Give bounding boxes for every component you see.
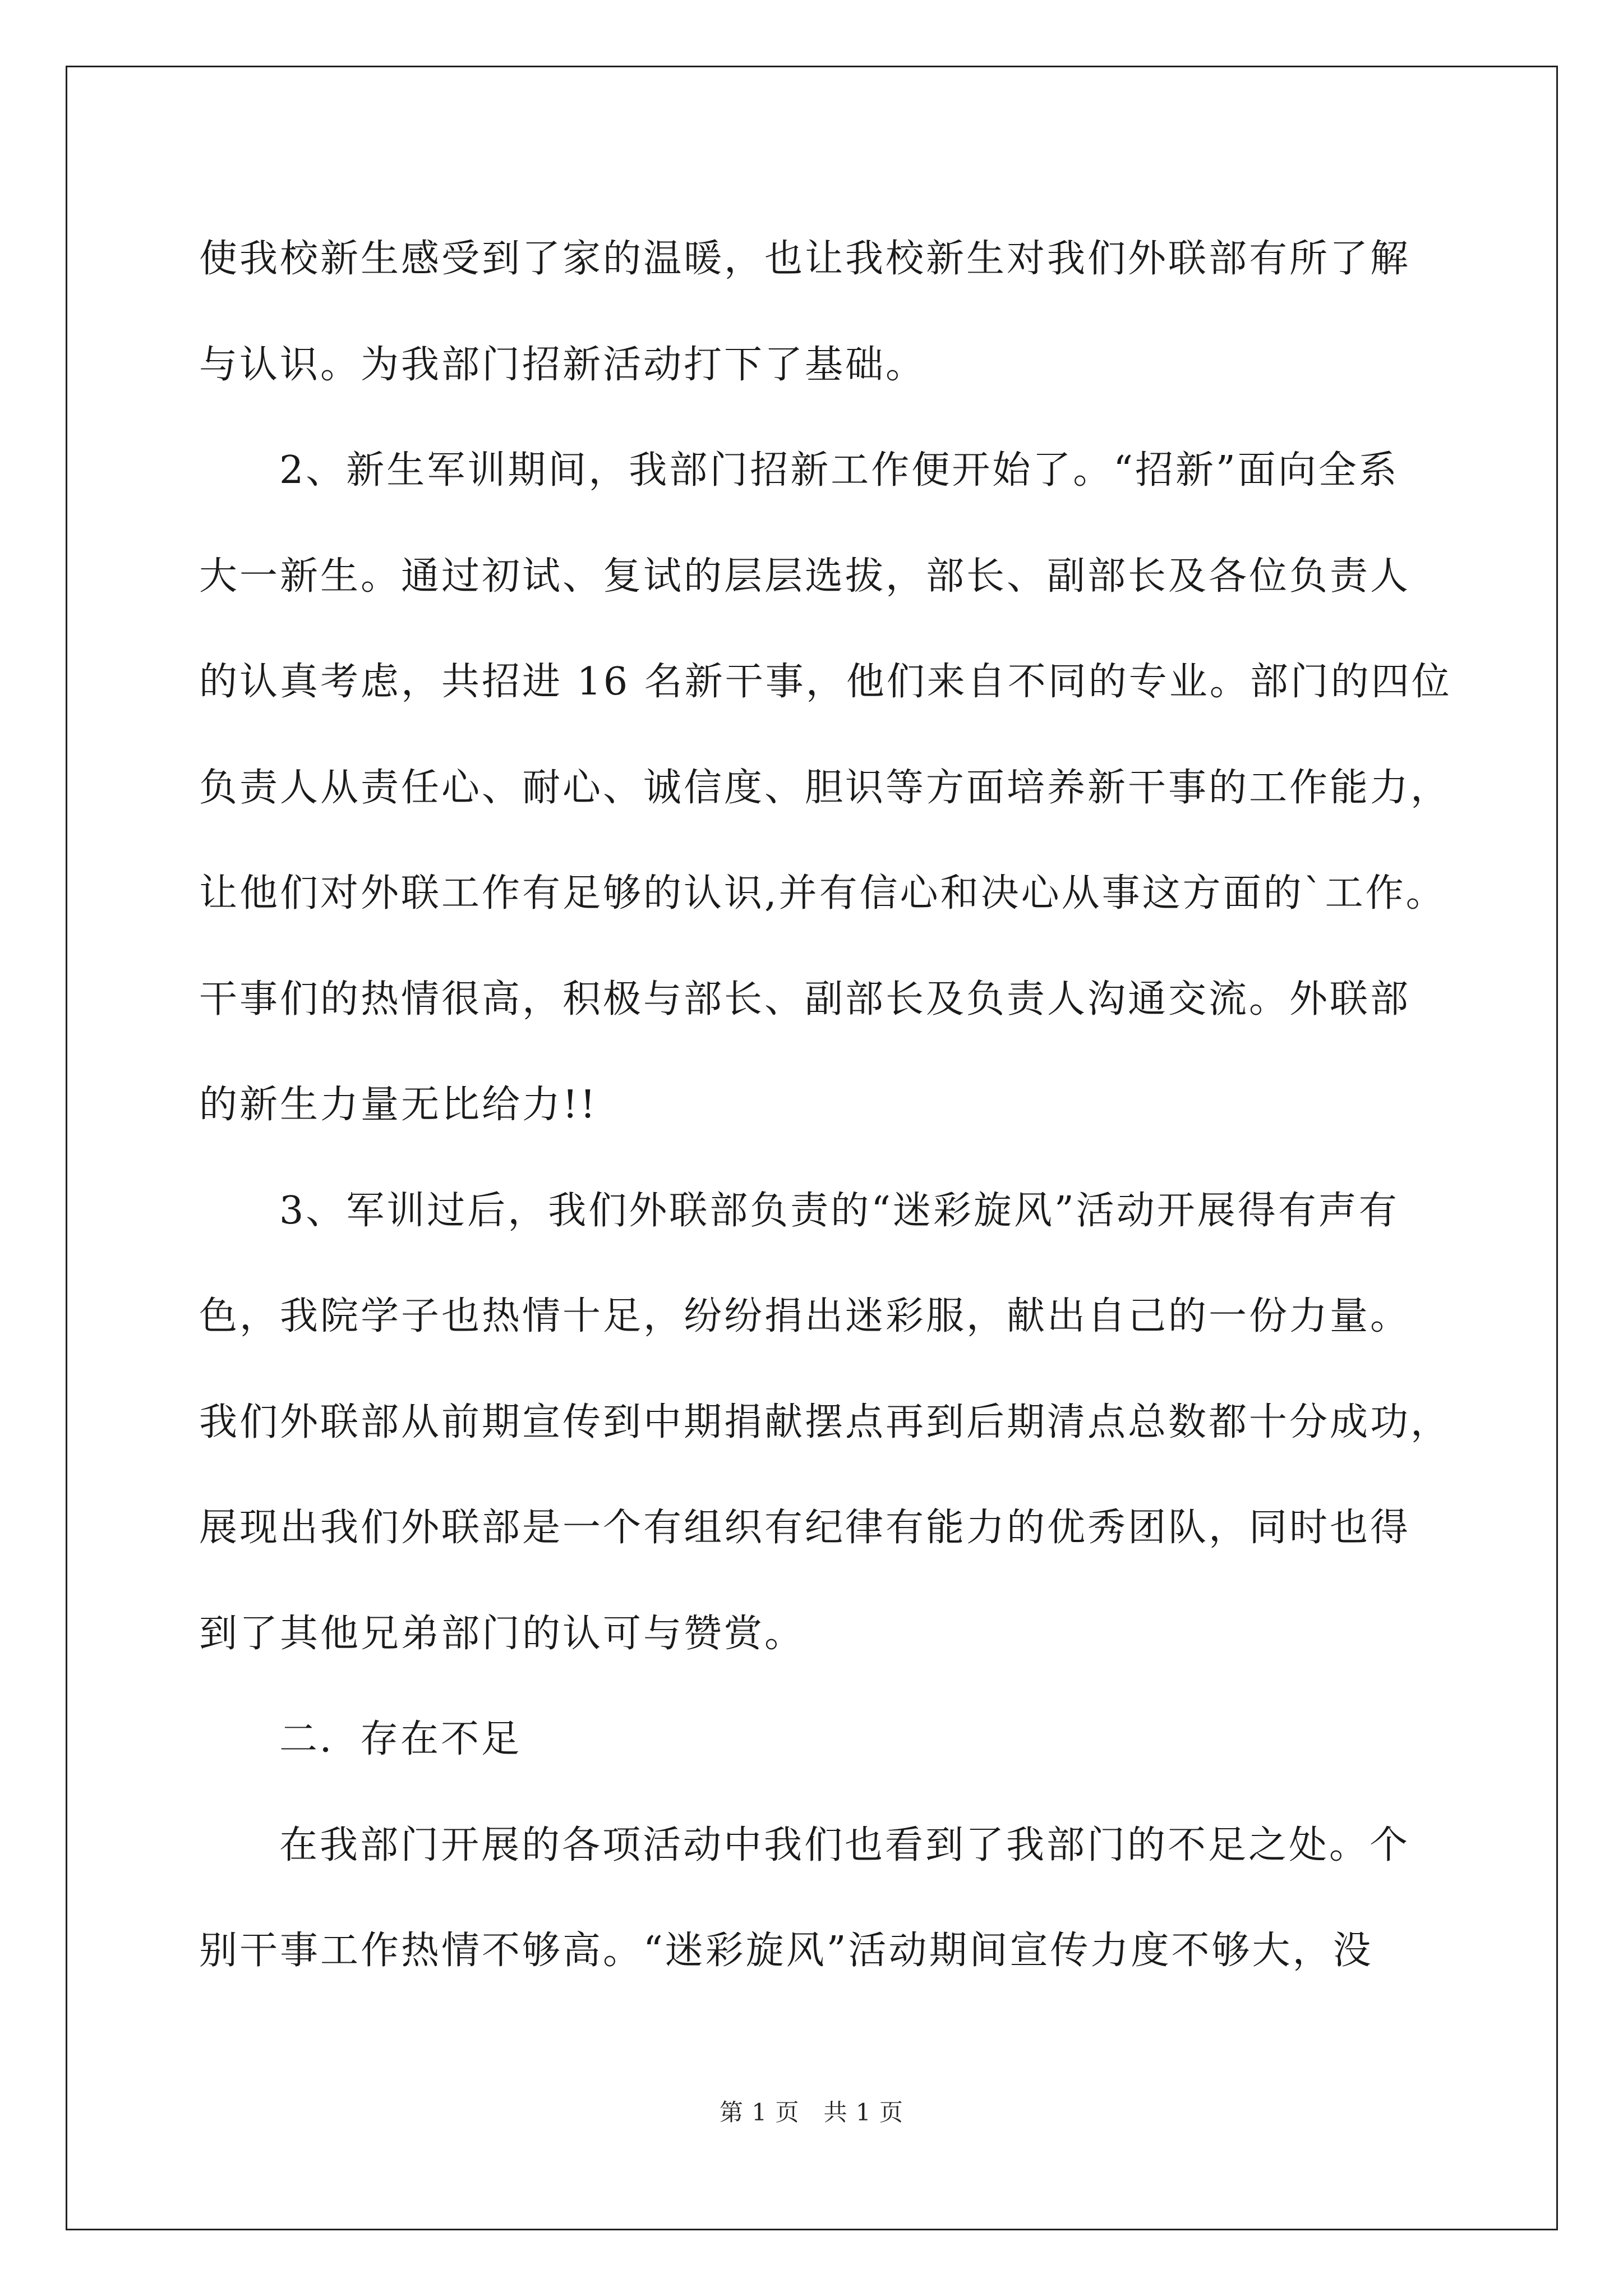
document-body	[199, 206, 1452, 2004]
page-number: 第 1 页	[720, 2099, 800, 2126]
page-total: 共 1 页	[823, 2099, 903, 2126]
text-line: 3、军训过后，我们外联部负责的“迷彩旋风”活动开展得有声有	[279, 1188, 1399, 1233]
text-line: 负责人从责任心、耐心、诚信度、胆识等方面培养新干事的工作能力，	[199, 765, 1451, 810]
text-line: 色，我院学子也热情十足，纷纷捐出迷彩服，献出自己的一份力量。	[199, 1294, 1411, 1338]
text-line: 到了其他兄弟部门的认可与赞赏。	[199, 1611, 805, 1656]
section-heading: 二．存在不足	[279, 1717, 522, 1761]
text-line: 我们外联部从前期宣传到中期捐献摆点再到后期清点总数都十分成功，	[199, 1400, 1451, 1444]
text-line: 干事们的热情很高，积极与部长、副部长及负责人沟通交流。外联部	[199, 977, 1411, 1022]
text-line: 使我校新生感受到了家的温暖，也让我校新生对我们外联部有所了解	[199, 237, 1411, 281]
text-line: 的新生力量无比给力!!	[199, 1083, 598, 1127]
text-line: 让他们对外联工作有足够的认识,并有信心和决心从事这方面的`工作。	[199, 871, 1446, 915]
text-line: 展现出我们外联部是一个有组织有纪律有能力的优秀团队，同时也得	[199, 1506, 1411, 1550]
text-line: 在我部门开展的各项活动中我们也看到了我部门的不足之处。个	[279, 1823, 1410, 1867]
text-line: 别干事工作热情不够高。“迷彩旋风”活动期间宣传力度不够大，没	[199, 1929, 1373, 1973]
text-line: 大一新生。通过初试、复试的层层选拔，部长、副部长及各位负责人	[199, 554, 1411, 599]
text-line: 的认真考虑，共招进 16 名新干事，他们来自不同的专业。部门的四位	[199, 660, 1452, 704]
text-line: 与认识。为我部门招新活动打下了基础。	[199, 342, 926, 387]
page-footer	[0, 2094, 1623, 2128]
text-line: 2、新生军训期间，我部门招新工作便开始了。“招新”面向全系	[279, 448, 1399, 493]
